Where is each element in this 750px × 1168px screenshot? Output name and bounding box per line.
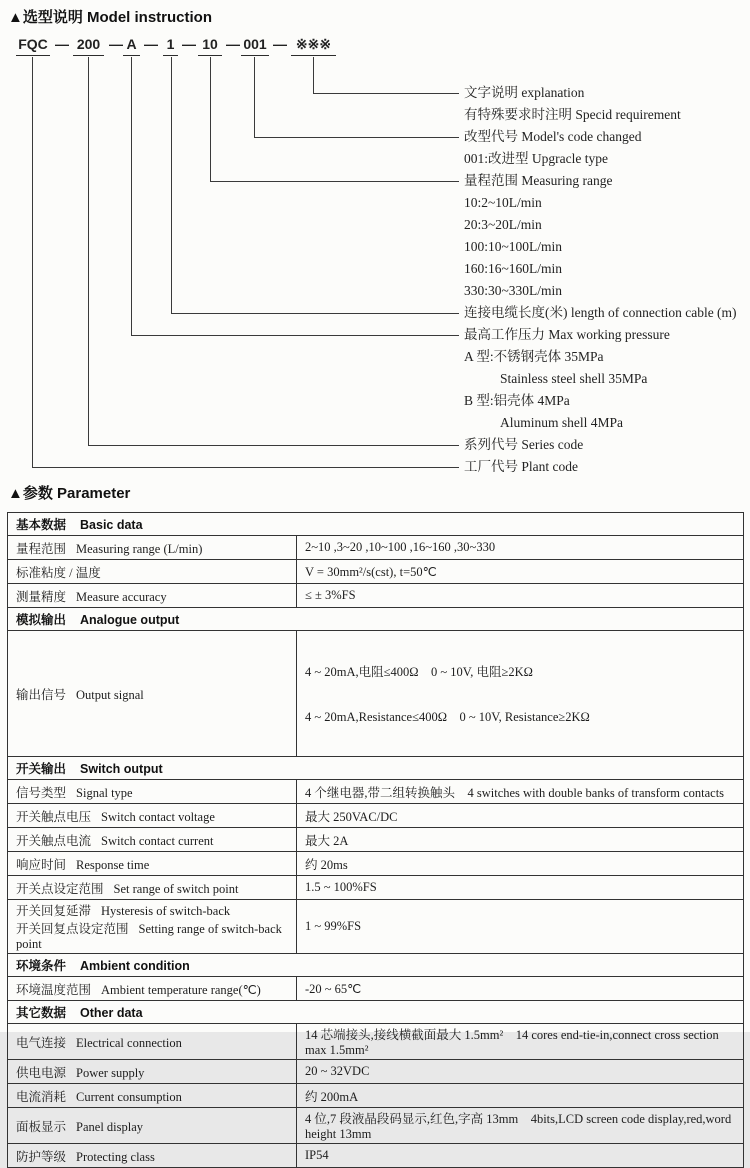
model-instruction-title: ▲选型说明 Model instruction [8, 9, 213, 26]
diagram-label: Stainless steel shell 35MPa [500, 371, 648, 386]
param-label-cell [8, 1144, 297, 1168]
param-label-zh: 响应时间 [16, 857, 67, 872]
param-value-cell [297, 631, 744, 757]
diagram-label: A 型:不锈钢壳体 35MPa [464, 349, 604, 364]
code-separator: — [226, 36, 240, 52]
label-line [16, 919, 296, 952]
param-label-cell [8, 900, 297, 954]
param-label-zh: 量程范围 [16, 541, 67, 556]
param-label-zh: 开关触点电流 [16, 833, 92, 848]
param-label-zh: 开关回复点设定范围 [16, 922, 129, 936]
param-label-en: Response time [76, 857, 150, 872]
table-row [8, 584, 744, 608]
section-cell [8, 513, 744, 536]
param-label-zh: 信号类型 [16, 785, 67, 800]
section-label-zh: 开关输出 [16, 762, 67, 776]
param-label-cell [8, 804, 297, 828]
param-label-cell [8, 536, 297, 560]
diagram-label: 001:改进型 Upgracle type [464, 151, 608, 166]
param-label-zh: 环境温度范围 [16, 982, 92, 997]
section-cell [8, 757, 744, 780]
param-label-cell [8, 977, 297, 1001]
table-section-row [8, 757, 744, 780]
section-label-zh: 模拟输出 [16, 613, 67, 627]
code-separator: — [144, 36, 158, 52]
value-line: 4 ~ 20mA,Resistance≤400Ω 0 ~ 10V, Resistance≥2KΩ [305, 710, 590, 724]
table-row [8, 780, 744, 804]
param-label-cell [8, 1084, 297, 1108]
table-row [8, 804, 744, 828]
code-segment-cable: 1 [163, 36, 178, 56]
code-segment-special: ※※※ [291, 36, 336, 56]
param-value-cell: 约 200mA [297, 1084, 744, 1108]
section-label-zh: 基本数据 [16, 518, 67, 532]
param-label-zh: 防护等级 [16, 1149, 67, 1164]
param-value-cell: 1.5 ~ 100%FS [297, 876, 744, 900]
diagram-label: 系列代号 Series code [464, 437, 584, 452]
param-label-en: Signal type [76, 785, 133, 800]
table-row [8, 631, 744, 757]
code-separator: — [55, 36, 69, 52]
diagram-label: 连接电缆长度(米) length of connection cable (m) [464, 305, 737, 320]
diagram-label: 文字说明 explanation [464, 85, 585, 100]
param-label-zh: 标准粘度 / 温度 [16, 565, 101, 580]
diagram-label: 改型代号 Model's code changed [464, 129, 642, 144]
param-label-en: Panel display [76, 1119, 144, 1134]
param-label-cell [8, 584, 297, 608]
param-label-en: Output signal [76, 687, 144, 702]
diagram-label: 最高工作压力 Max working pressure [464, 327, 670, 342]
code-segment-range: 10 [198, 36, 222, 56]
param-label-en: Electrical connection [76, 1035, 182, 1050]
param-label-zh: 开关点设定范围 [16, 881, 104, 896]
param-label-en: Protecting class [76, 1149, 155, 1164]
code-segment-pressure: A [123, 36, 140, 56]
param-label-cell [8, 828, 297, 852]
param-label-en: Switch contact voltage [101, 809, 215, 824]
param-label-cell [8, 631, 297, 757]
section-label-en: Ambient condition [80, 959, 190, 973]
param-label-cell [8, 1024, 297, 1060]
param-value-cell: IP54 [297, 1144, 744, 1168]
param-value-cell: 2~10 ,3~20 ,10~100 ,16~160 ,30~330 [297, 536, 744, 560]
section-label-zh: 其它数据 [16, 1006, 67, 1020]
param-label-zh: 供电电源 [16, 1065, 67, 1080]
table-row [8, 876, 744, 900]
table-row [8, 900, 744, 954]
param-value-cell: V = 30mm²/s(cst), t=50℃ [297, 560, 744, 584]
param-label-en: Switch contact current [101, 833, 214, 848]
parameter-title: ▲参数 Parameter [8, 485, 131, 502]
table-row [8, 828, 744, 852]
table-section-row [8, 608, 744, 631]
param-label-en: Hysteresis of switch-back [101, 904, 231, 918]
param-label-zh: 开关触点电压 [16, 809, 92, 824]
param-label-en: Power supply [76, 1065, 145, 1080]
section-label-en: Analogue output [80, 613, 180, 627]
section-label-en: Basic data [80, 518, 143, 532]
param-label-cell [8, 780, 297, 804]
table-row [8, 1144, 744, 1168]
table-section-row [8, 954, 744, 977]
diagram-label: 160:16~160L/min [464, 261, 563, 276]
diagram-label: 100:10~100L/min [464, 239, 563, 254]
diagram-label: 330:30~330L/min [464, 283, 563, 298]
diagram-label: 工厂代号 Plant code [464, 459, 578, 474]
parameter-table [7, 512, 744, 1168]
param-label-zh: 测量精度 [16, 589, 67, 604]
diagram-label: 10:2~10L/min [464, 195, 542, 210]
table-section-row [8, 1001, 744, 1024]
param-label-zh: 输出信号 [16, 687, 67, 702]
param-label-en: Current consumption [76, 1089, 182, 1104]
table-row [8, 1084, 744, 1108]
param-label-zh: 电流消耗 [16, 1089, 67, 1104]
diagram-label: 量程范围 Measuring range [464, 173, 613, 188]
param-value-cell: 1 ~ 99%FS [297, 900, 744, 954]
param-label-en: Ambient temperature range(℃) [101, 982, 261, 997]
param-value-cell: -20 ~ 65℃ [297, 977, 744, 1001]
diagram-label: B 型:铝壳体 4MPa [464, 393, 570, 408]
param-value-cell: 14 芯端接头,接线横截面最大 1.5mm² 14 cores end-tie-in,connect cross section max 1.5mm² [297, 1024, 744, 1060]
section-label-en: Other data [80, 1006, 143, 1020]
table-row [8, 1024, 744, 1060]
table-row [8, 977, 744, 1001]
code-segment-series: 200 [73, 36, 104, 56]
diagram-label: 20:3~20L/min [464, 217, 542, 232]
param-label-en: Measure accuracy [76, 589, 167, 604]
param-label-zh: 面板显示 [16, 1119, 67, 1134]
section-cell [8, 954, 744, 977]
table-row [8, 536, 744, 560]
diagram-label: Aluminum shell 4MPa [500, 415, 624, 430]
diagram-label: 有特殊要求时注明 Specid requirement [464, 107, 681, 122]
param-label-zh: 开关回复延滞 [16, 904, 92, 918]
param-label-en: Setting range of switch-back point [16, 922, 282, 951]
param-value-cell: 4 位,7 段液晶段码显示,红色,字高 13mm 4bits,LCD screen code display,red,word height 13mm [297, 1108, 744, 1144]
param-label-en: Set range of switch point [113, 881, 239, 896]
param-value-cell: 最大 2A [297, 828, 744, 852]
code-separator: — [273, 36, 287, 52]
code-segment-plant: FQC [16, 36, 50, 56]
param-value-cell: 4 个继电器,带二组转换触头 4 switches with double banks of transform contacts [297, 780, 744, 804]
param-value-cell: 最大 250VAC/DC [297, 804, 744, 828]
label-line [16, 901, 296, 919]
param-label-cell [8, 560, 297, 584]
section-label-zh: 环境条件 [16, 959, 67, 973]
param-value-cell: 20 ~ 32VDC [297, 1060, 744, 1084]
value-line: 4 ~ 20mA,电阻≤400Ω 0 ~ 10V, 电阻≥2KΩ [305, 665, 533, 679]
param-label-cell [8, 1060, 297, 1084]
code-separator: — [109, 36, 123, 52]
param-value-cell: 约 20ms [297, 852, 744, 876]
param-label-cell [8, 876, 297, 900]
section-label-en: Switch output [80, 762, 163, 776]
code-segment-changed: 001 [241, 36, 269, 56]
section-cell [8, 1001, 744, 1024]
code-separator: — [182, 36, 196, 52]
param-label-cell [8, 852, 297, 876]
table-row [8, 1060, 744, 1084]
param-label-en: Measuring range (L/min) [76, 541, 203, 556]
table-section-row [8, 513, 744, 536]
connector-line [32, 57, 459, 468]
section-cell [8, 608, 744, 631]
param-label-cell [8, 1108, 297, 1144]
param-label-zh: 电气连接 [16, 1035, 67, 1050]
table-row [8, 852, 744, 876]
param-value-cell: ≤ ± 3%FS [297, 584, 744, 608]
table-row [8, 1108, 744, 1144]
table-row [8, 560, 744, 584]
